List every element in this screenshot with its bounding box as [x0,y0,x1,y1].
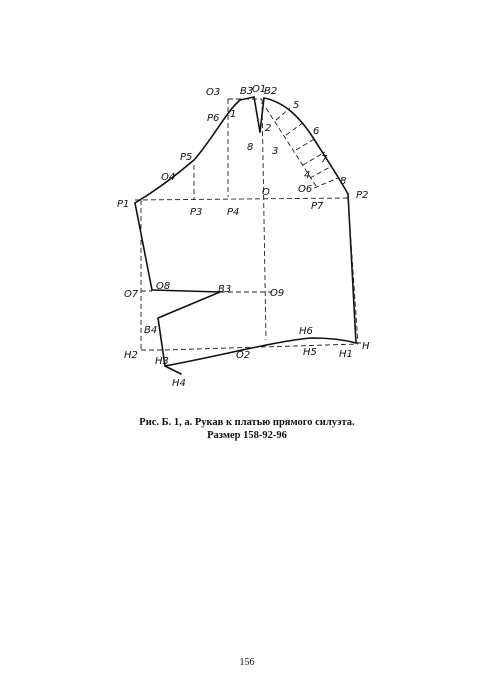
label-o4: O4 [161,172,176,183]
label-b2: B2 [264,86,278,97]
label-o7: O7 [124,289,139,300]
label-7: 7 [321,154,328,165]
label-8-right: 8 [340,176,347,187]
label-o8: O8 [156,281,171,292]
label-1: 1 [230,109,237,120]
label-h2: H2 [124,350,138,361]
label-p2: P2 [356,190,369,201]
label-p5: P5 [180,152,193,163]
label-h5: H5 [303,347,317,358]
page-number: 156 [239,657,255,668]
label-h: H [362,341,370,352]
label-p4: P4 [227,207,240,218]
sleeve-outline [135,97,356,374]
label-p6: P6 [207,113,220,124]
label-p3: P3 [190,207,203,218]
pattern-labels [117,84,370,389]
figure-caption-title: Рис. Б. 1, а. Рукав к платью прямого силуэта. [139,417,355,428]
label-h4: H4 [172,378,186,389]
label-b4: B4 [144,325,158,336]
label-o6: O6 [298,184,313,195]
label-h3: H3 [155,356,169,367]
label-b3-top: B3 [240,86,254,97]
label-b3-mid: B3 [218,284,232,295]
label-o2: O2 [236,350,251,361]
label-h1: H1 [339,349,353,360]
label-h6: H6 [299,326,313,337]
label-p1: P1 [117,199,130,210]
label-o: O [262,187,270,198]
label-o9: O9 [270,288,285,299]
figure-caption-size: Размер 158-92-96 [207,430,287,441]
label-6: 6 [313,126,320,137]
construction-lines [135,99,362,350]
label-5: 5 [293,100,300,111]
label-2: 2 [265,123,272,134]
label-8-left: 8 [247,142,254,153]
label-p7: P7 [311,201,324,212]
label-4: 4 [304,170,311,181]
label-o1: O1 [252,84,267,95]
label-3: 3 [272,146,279,157]
label-o3: O3 [206,87,221,98]
